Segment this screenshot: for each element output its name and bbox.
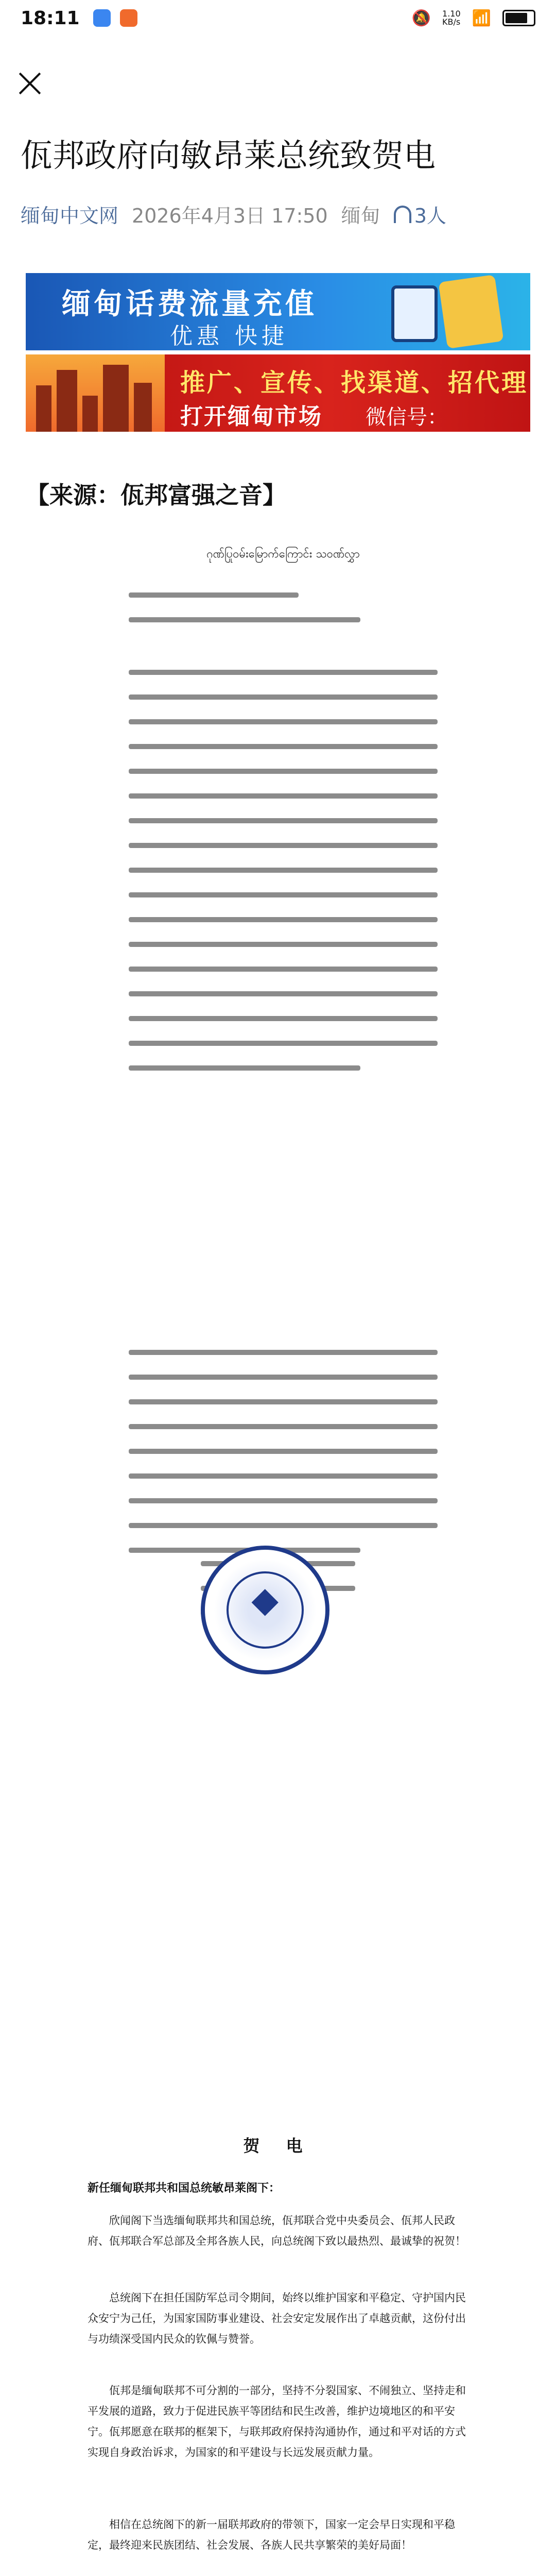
city-skyline-image (26, 354, 165, 432)
battery-fill (506, 13, 527, 23)
official-seal-icon (201, 1546, 329, 1674)
phone-icon (391, 285, 438, 342)
myanmar-letter-text (129, 592, 438, 642)
network-speed: 1.10 KB/s (442, 9, 461, 27)
article-location: 缅甸 (341, 205, 380, 227)
chinese-letter-paragraph: 总统阁下在担任国防军总司令期间，始终以维护国家和平稳定、守护国内民众安宁为己任，为国家国防事业建设、社会安定发展作出了卓越贡献，这份付出与功绩深受国内民众的钦佩与赞誉。 (88, 2292, 466, 2345)
source-line: 【来源：佤邦富强之音】 (26, 481, 286, 509)
mute-icon: 🔕 (411, 9, 431, 27)
banner-line1: 推广、宣传、找渠道、招代理 (180, 368, 529, 397)
close-icon[interactable] (15, 69, 44, 98)
listener-count: 3人 (414, 205, 446, 227)
chinese-letter-paragraph: 佤邦是缅甸联邦不可分割的一部分，坚持不分裂国家、不闹独立、坚持走和平发展的道路，致力于促进民族平等团结和民生改善，维护边境地区的和平安宁。佤邦愿意在联邦的框架下，与联邦政府保持沟通协作，通过和平对话的方式实现自身政治诉求，为国家的和平建设与长远发展贡献力量。 (88, 2384, 466, 2459)
nav-bar (0, 57, 556, 108)
chinese-letter-paragraph: 欣闻阁下当选缅甸联邦共和国总统，佤邦联合党中央委员会、佤邦人民政府、佤邦联合军总部及全邦各族人民，向总统阁下致以最热烈、最诚挚的祝贺！ (88, 2214, 466, 2247)
notification-icons (93, 9, 137, 27)
chinese-letter-title: 贺 电 (243, 2136, 313, 2156)
status-time: 18:11 (21, 7, 80, 29)
banner-subtitle: 优惠 快捷 (170, 323, 288, 349)
article-source[interactable]: 缅甸中文网 (21, 205, 119, 227)
chinese-letter-paragraph: 相信在总统阁下的新一届联邦政府的带领下，国家一定会早日实现和平稳定，最终迎来民族团结、社会发展、各族人民共享繁荣的美好局面！ (88, 2518, 455, 2551)
article-meta (21, 200, 535, 228)
wifi-icon: 📶 (472, 9, 491, 27)
notification-app-icon (93, 9, 111, 27)
ad-banner-topup[interactable] (26, 273, 530, 350)
listen-button[interactable] (394, 200, 446, 228)
myanmar-letter-text (129, 670, 438, 1090)
phone-icon (438, 275, 503, 349)
article-date: 2026年4月3日 17:50 (132, 205, 328, 227)
battery-icon (502, 10, 535, 26)
banner-wechat: 微信号：mdzww30 (366, 405, 470, 454)
article-title: 佤邦政府向敏昂莱总统致贺电 (21, 137, 436, 174)
banner-title: 缅甸话费流量充值 (62, 287, 317, 321)
myanmar-letter-title: ဂုဏ်ပြုဝမ်းမြောက်ကြောင်း သဝဏ်လွှာ (206, 548, 360, 561)
headphone-icon (394, 206, 411, 223)
myanmar-letter-text (129, 1350, 438, 1572)
chinese-letter-salutation: 新任缅甸联邦共和国总统敏昂莱阁下： (88, 2182, 281, 2195)
banner-line2: 打开缅甸市场 (180, 403, 322, 430)
notification-app-icon (120, 9, 137, 27)
ad-banner-market[interactable] (26, 354, 530, 454)
status-bar (0, 0, 556, 36)
